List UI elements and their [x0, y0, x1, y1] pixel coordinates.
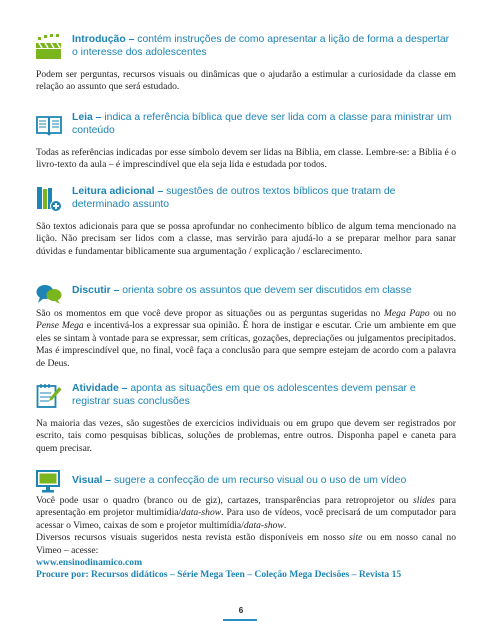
notepad-pencil-icon — [36, 383, 62, 409]
body-text: para apresentação em projetor multimídia/ — [36, 495, 456, 519]
section-visual — [36, 473, 456, 582]
section-body — [36, 308, 456, 370]
title-bold: Introdução – — [72, 34, 135, 45]
title-text: sugere a confecção de um recurso visual ou o uso de um vídeo — [111, 475, 407, 486]
title-bold: Discutir – — [72, 285, 120, 296]
section-header — [36, 186, 456, 216]
section-leitura-adicional — [36, 186, 456, 258]
title-bold: Atividade – — [72, 383, 128, 394]
section-header — [36, 383, 456, 413]
body-text: ou em nosso canal no Vimeo – acesse: — [36, 532, 457, 556]
section-title — [72, 112, 456, 137]
title-text: orienta sobre os assuntos que devem ser discutidos em classe — [119, 285, 412, 296]
section-atividade — [36, 383, 456, 455]
books-plus-icon — [36, 186, 62, 212]
section-header — [36, 473, 456, 495]
title-bold: Leitura adicional – — [72, 186, 164, 197]
section-title — [72, 383, 456, 408]
body-text: e incentivá-los a expressar sua opinião. É hora de instigar e escutar. Crie um ambiente em que eles se sintam à vontade para se expressar, sem críticas, gozações, depreciações ou julgamentos precipitados. Mas é imprescindível que, no final, você faça a conclusão para que sempre estejam de acordo com a palavra de Deus. — [36, 320, 457, 369]
title-text: indica a referência bíblica que deve ser lida com a classe para ministrar um conteúdo — [72, 112, 452, 136]
body-emphasis: Pense Mega — [36, 320, 84, 332]
title-text: aponta as situações em que os adolescentes devem pensar e registrar suas conclusões — [72, 383, 416, 407]
section-header — [36, 285, 456, 303]
open-book-icon — [36, 112, 62, 138]
section-title — [72, 285, 456, 298]
title-bold: Leia – — [72, 112, 102, 123]
website-link[interactable]: www.ensinodinamico.com — [36, 557, 143, 569]
section-header — [36, 34, 456, 64]
section-leia — [36, 112, 456, 172]
title-text: contém instruções de como apresentar a lição de forma a despertar o interesse dos adolescentes — [72, 34, 450, 58]
body-emphasis: site — [349, 532, 363, 544]
section-body: Todas as referências indicadas por esse símbolo devem ser lidas na Bíblia, em classe. Lembre-se: a Bíblia é o livro-texto da aula – é imprescindível que ela seja lida e estudada por todos. — [36, 147, 456, 171]
section-body — [36, 495, 456, 532]
section-body: Podem ser perguntas, recursos visuais ou dinâmicas que o ajudarão a estimular a curiosidade da classe em relação ao assunto que será estudado. — [36, 69, 456, 93]
section-title — [72, 186, 456, 211]
body-text: . Para uso de vídeos, você precisará de um computador para acessar o Vimeo, caixas de som e projetor multimídia/ — [36, 507, 456, 531]
procure-por-line: Procure por: Recursos didáticos – Série Mega Teen – Coleção Mega Decisões – Revista 15 — [36, 569, 402, 581]
section-body: São textos adicionais para que se possa aprofundar no conhecimento bíblico de algum tema mencionado na lição. Não precisam ser lidos com a classe, mas servirão para ajudá-lo a se preparar melhor para sanar dúvidas e fundamentar biblicamente sua argumentação / explicação / esclarecimento. — [36, 221, 456, 257]
section-header — [36, 112, 456, 142]
speech-bubbles-icon — [36, 282, 62, 308]
body-emphasis: Mega Papo — [383, 308, 430, 319]
section-title — [72, 475, 456, 488]
section-title — [72, 34, 456, 59]
body-text: Você pode usar o quadro (branco ou de giz), cartazes, transparências para retroprojetor ou — [36, 495, 414, 506]
page-number: 6 — [238, 606, 244, 615]
clapperboard-icon — [36, 34, 62, 60]
title-bold: Visual – — [72, 475, 112, 486]
body-text: Diversos recursos visuais sugeridos nesta revista estão disponíveis em nosso — [36, 532, 350, 544]
section-discutir — [36, 285, 456, 370]
body-text: . — [283, 519, 287, 531]
section-body: Na maioria das vezes, são sugestões de exercícios individuais ou em grupo que devem ser registrados por escrito, tais como pesquisas bíblicas, soluções de problemas, entre outros. Disponha papel e caneta para quem precisar. — [36, 418, 456, 454]
monitor-icon — [36, 469, 62, 495]
body-emphasis: data-show — [181, 507, 222, 519]
body-emphasis: slides — [413, 495, 435, 506]
page-number-underline — [223, 619, 257, 621]
body-text: ou no — [429, 308, 457, 319]
body-emphasis: data-show — [243, 519, 284, 531]
section-introducao — [36, 34, 456, 94]
title-text: sugestões de outros textos bíblicos que tratam de determinado assunto — [72, 186, 396, 210]
section-body-2 — [36, 532, 456, 557]
body-text: São os momentos em que você deve propor as situações ou as perguntas sugeridas no — [36, 308, 384, 319]
